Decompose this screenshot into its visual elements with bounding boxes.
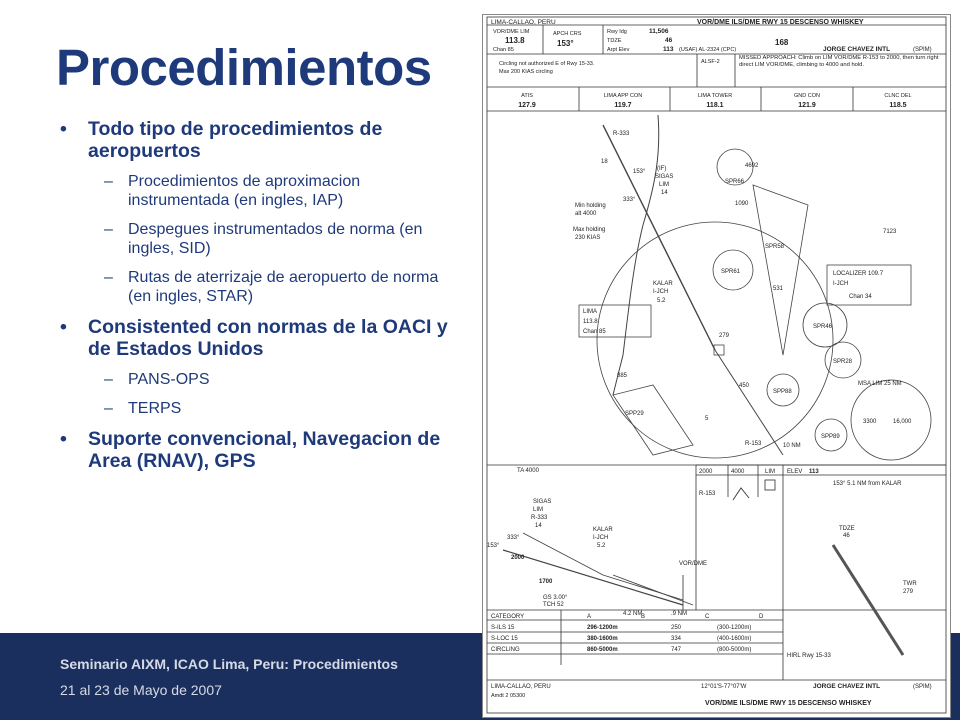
profile-d14: 14 — [535, 523, 542, 529]
plan-lim: LIM — [659, 182, 670, 188]
comm-label: CLNC DEL — [884, 93, 912, 99]
profile-crs333: 333° — [507, 535, 520, 541]
al-number: (USAF) AL-2324 (CPC) — [679, 47, 737, 53]
plan-r153: R-153 — [745, 441, 762, 447]
plan-kias230: 230 KIAS — [575, 235, 601, 241]
tdze-value: 46 — [665, 37, 673, 44]
approach-chart-svg — [483, 15, 950, 717]
apch-crs-label: APCH CRS — [553, 31, 582, 37]
plan-spr28: SPR28 — [833, 359, 853, 365]
chart-bottom-ident: (SPIM) — [913, 684, 932, 690]
plan-msa: MSA LIM 25 NM — [858, 381, 902, 387]
sub-bullet-text: PANS-OPS — [128, 371, 210, 388]
footer-date: 21 al 23 de Mayo de 2007 — [60, 682, 222, 698]
plan-e1090: 1090 — [735, 201, 749, 207]
rwy-ldg-label: Rwy Idg — [607, 29, 627, 35]
profile-nm9: .9 NM — [671, 611, 688, 617]
plan-min-holding: Min holding — [575, 203, 606, 209]
plan-msa-alt2: 16,000 — [893, 419, 912, 425]
minima-category: CIRCLING — [491, 647, 520, 653]
plan-e7123: 7123 — [883, 229, 897, 235]
bullet-symbol: • — [60, 428, 67, 450]
minima-header: C — [705, 614, 710, 620]
chart-bottom-airport: JORGE CHAVEZ INTL — [813, 683, 881, 690]
profile-tch: TCH 52 — [543, 602, 564, 608]
profile-ad-note: 153° 5.1 NM from KALAR — [833, 481, 902, 487]
plan-msa-alt1: 3300 — [863, 419, 877, 425]
plan-e531: 531 — [773, 286, 784, 292]
comm-frequencies — [518, 93, 911, 109]
sub-bullet-sid — [56, 220, 456, 258]
footer-seminar-title: Seminario AIXM, ICAO Lima, Peru: Procedimientos — [60, 656, 398, 672]
plan-sigas: SIGAS — [655, 174, 674, 180]
nav-freq: 113.8 — [505, 36, 525, 45]
profile-nm42: 4.2 NM — [623, 611, 643, 617]
plan-loc-chan: Chan 34 — [849, 294, 872, 300]
plan-d52: 5.2 — [657, 298, 666, 304]
apch-crs-value: 153° — [557, 39, 574, 48]
plan-loc-id: I-JCH — [833, 281, 849, 287]
profile-gs: GS 3.00° — [543, 595, 568, 601]
minima-value: 860-5000m — [587, 647, 618, 653]
plan-lima-box: LIMA — [583, 309, 598, 315]
plan-d14: 14 — [661, 190, 668, 196]
minima-value: (800-5000m) — [717, 647, 752, 653]
chart-number: 168 — [775, 38, 789, 47]
comm-freq: 119.7 — [614, 102, 632, 109]
profile-alt1700: 1700 — [539, 579, 553, 585]
note-circling: Circling not authorized E of Rwy 15-33. — [499, 61, 595, 67]
profile-hirl: HIRL Rwy 15-33 — [787, 653, 831, 659]
comm-freq: 118.1 — [706, 102, 724, 109]
profile-r153: R-153 — [699, 491, 716, 497]
plan-loc: LOCALIZER 109.7 — [833, 271, 884, 277]
chart-location: LIMA-CALLAO, PERU — [491, 19, 556, 26]
sub-bullet-text: Procedimientos de aproximacion instrumentada (en ingles, IAP) — [128, 173, 361, 209]
alsf-label: ALSF-2 — [701, 59, 720, 65]
bullet-symbol: • — [60, 118, 67, 140]
rwy-ldg-value: 11,506 — [649, 28, 669, 35]
sub-bullet-text: Rutas de aterrizaje de aeropuerto de norma (en ingles, STAR) — [128, 269, 439, 305]
chart-amendment: Amdt 2 05300 — [491, 693, 526, 699]
arpt-elev-value: 113 — [663, 46, 674, 53]
plan-crs153: 153° — [633, 169, 646, 175]
plan-alt4000: alt 4000 — [575, 211, 597, 217]
plan-r333: R-333 — [613, 131, 630, 137]
plan-spr46: SPR46 — [813, 324, 833, 330]
note-max-kias: Max 200 KIAS circling — [499, 69, 553, 75]
chart-bottom-procedure: VOR/DME ILS/DME RWY 15 DESCENSO WHISKEY — [705, 700, 872, 707]
profile-sigas: SIGAS — [533, 499, 552, 505]
profile-tdze-label: TDZE — [839, 526, 855, 532]
profile-lim: LIM — [765, 469, 776, 475]
plan-lima-chan: Chan 85 — [583, 329, 606, 335]
profile-tdze-value: 46 — [843, 533, 850, 539]
profile-lim2: LIM — [533, 507, 544, 513]
minima-header: A — [587, 614, 592, 620]
sub-bullet-star — [56, 268, 456, 306]
plan-nm10: 10 NM — [783, 443, 801, 449]
minima-value: 380-1600m — [587, 636, 618, 642]
bullet-navigation — [56, 428, 456, 472]
profile-ta: TA 4000 — [517, 468, 539, 474]
profile-alt2000: 2000 — [699, 469, 713, 475]
comm-label: ATIS — [521, 93, 533, 99]
minima-value: (400-1600m) — [717, 636, 752, 642]
missed-approach-box — [739, 55, 943, 87]
comm-label: LIMA APP CON — [603, 93, 643, 99]
nav-chan: Chan 85 — [493, 47, 514, 53]
minima-value: 296-1200m — [587, 625, 618, 631]
plan-e4692: 4692 — [745, 163, 759, 169]
profile-twr-value: 279 — [903, 589, 914, 595]
plan-e279: 279 — [719, 333, 730, 339]
minima-category: S-ILS 15 — [491, 625, 515, 631]
plan-crs333: 333° — [623, 197, 636, 203]
minima-value: 250 — [671, 625, 682, 631]
profile-alt2000b: 2000 — [511, 555, 525, 561]
dash-symbol: – — [104, 400, 113, 417]
dash-symbol: – — [104, 371, 113, 388]
minima-header: B — [641, 614, 646, 620]
bullet-text: Todo tipo de procedimientos de aeropuertos — [88, 118, 383, 162]
minima-value: 334 — [671, 636, 682, 642]
plan-spp89: SPP89 — [821, 434, 840, 440]
sub-bullet-text: Despegues instrumentados de norma (en ingles, SID) — [128, 221, 423, 257]
sub-bullet-iap — [56, 172, 456, 210]
sub-bullet-text: TERPS — [128, 400, 182, 417]
bullet-symbol: • — [60, 316, 67, 338]
plan-d18: 18 — [601, 159, 608, 165]
profile-d52: 5.2 — [597, 543, 606, 549]
dash-symbol: – — [104, 173, 113, 190]
arpt-elev-label: Arpt Elev — [607, 47, 630, 53]
chart-ident: (SPIM) — [913, 47, 932, 53]
profile-r333: R-333 — [531, 515, 548, 521]
plan-kalar: KALAR — [653, 281, 673, 287]
plan-e885: 885 — [617, 373, 628, 379]
chart-procedure: VOR/DME ILS/DME RWY 15 DESCENSO WHISKEY — [697, 19, 864, 26]
slide-body — [56, 118, 456, 482]
plan-lima-freq: 113.8 — [583, 319, 598, 325]
comm-label: LIMA TOWER — [697, 93, 733, 99]
profile-elev-value: 113 — [809, 469, 819, 475]
plan-spr66: SPR66 — [725, 179, 745, 185]
comm-freq: 127.9 — [518, 102, 536, 109]
plan-spp29: SPP29 — [625, 411, 644, 417]
slide-title: Procedimientos — [56, 39, 432, 96]
missed-approach-text: MISSED APPROACH: Climb on LIM VOR/DME R-153 to 2000, then turn right direct LIM VOR/DME, climbing to 4000 and hold. — [739, 55, 939, 68]
plan-spr58: SPR58 — [765, 244, 785, 250]
profile-elev-label: ELEV — [787, 469, 803, 475]
dash-symbol: – — [104, 221, 113, 238]
plan-e450: 450 — [739, 383, 750, 389]
profile-crs153: 153° — [487, 543, 500, 549]
dash-symbol: – — [104, 269, 113, 286]
plan-spr61: SPR61 — [721, 269, 741, 275]
plan-d5: 5 — [705, 416, 709, 422]
chart-bottom-location: LIMA-CALLAO, PERU — [491, 684, 551, 690]
plan-max-holding: Max holding — [573, 227, 606, 233]
minima-header: D — [759, 614, 764, 620]
bullet-airport-procedures — [56, 118, 456, 162]
comm-freq: 121.9 — [798, 102, 816, 109]
chart-airport: JORGE CHAVEZ INTL — [823, 46, 891, 53]
minima-category: S-LOC 15 — [491, 636, 518, 642]
profile-ijch: I-JCH — [593, 535, 609, 541]
nav-label: VOR/DME LIM — [493, 29, 530, 35]
minima-header: CATEGORY — [491, 614, 525, 620]
bullet-text: Suporte convencional, Navegacion de Area (RNAV), GPS — [88, 428, 441, 472]
sub-bullet-pans-ops — [56, 370, 456, 389]
minima-value: 747 — [671, 647, 682, 653]
profile-twr-label: TWR — [903, 581, 917, 587]
sub-bullet-terps — [56, 399, 456, 418]
comm-label: GND CON — [794, 93, 820, 99]
comm-freq: 118.5 — [889, 102, 907, 109]
bullet-text: Consistented con normas de la OACI y de Estados Unidos — [88, 316, 448, 360]
approach-chart — [482, 14, 951, 718]
plan-ijch: I-JCH — [653, 289, 669, 295]
plan-spp88: SPP88 — [773, 389, 792, 395]
profile-kalar: KALAR — [593, 527, 613, 533]
profile-view — [503, 480, 903, 655]
profile-vordme: VOR/DME — [679, 561, 708, 567]
chart-coordinates: 12°01'S-77°07'W — [701, 684, 747, 690]
bullet-standards — [56, 316, 456, 360]
profile-alt4000: 4000 — [731, 469, 745, 475]
tdze-label: TDZE — [607, 38, 622, 44]
plan-if: (IF) — [657, 166, 667, 172]
minima-value: (300-1200m) — [717, 625, 752, 631]
